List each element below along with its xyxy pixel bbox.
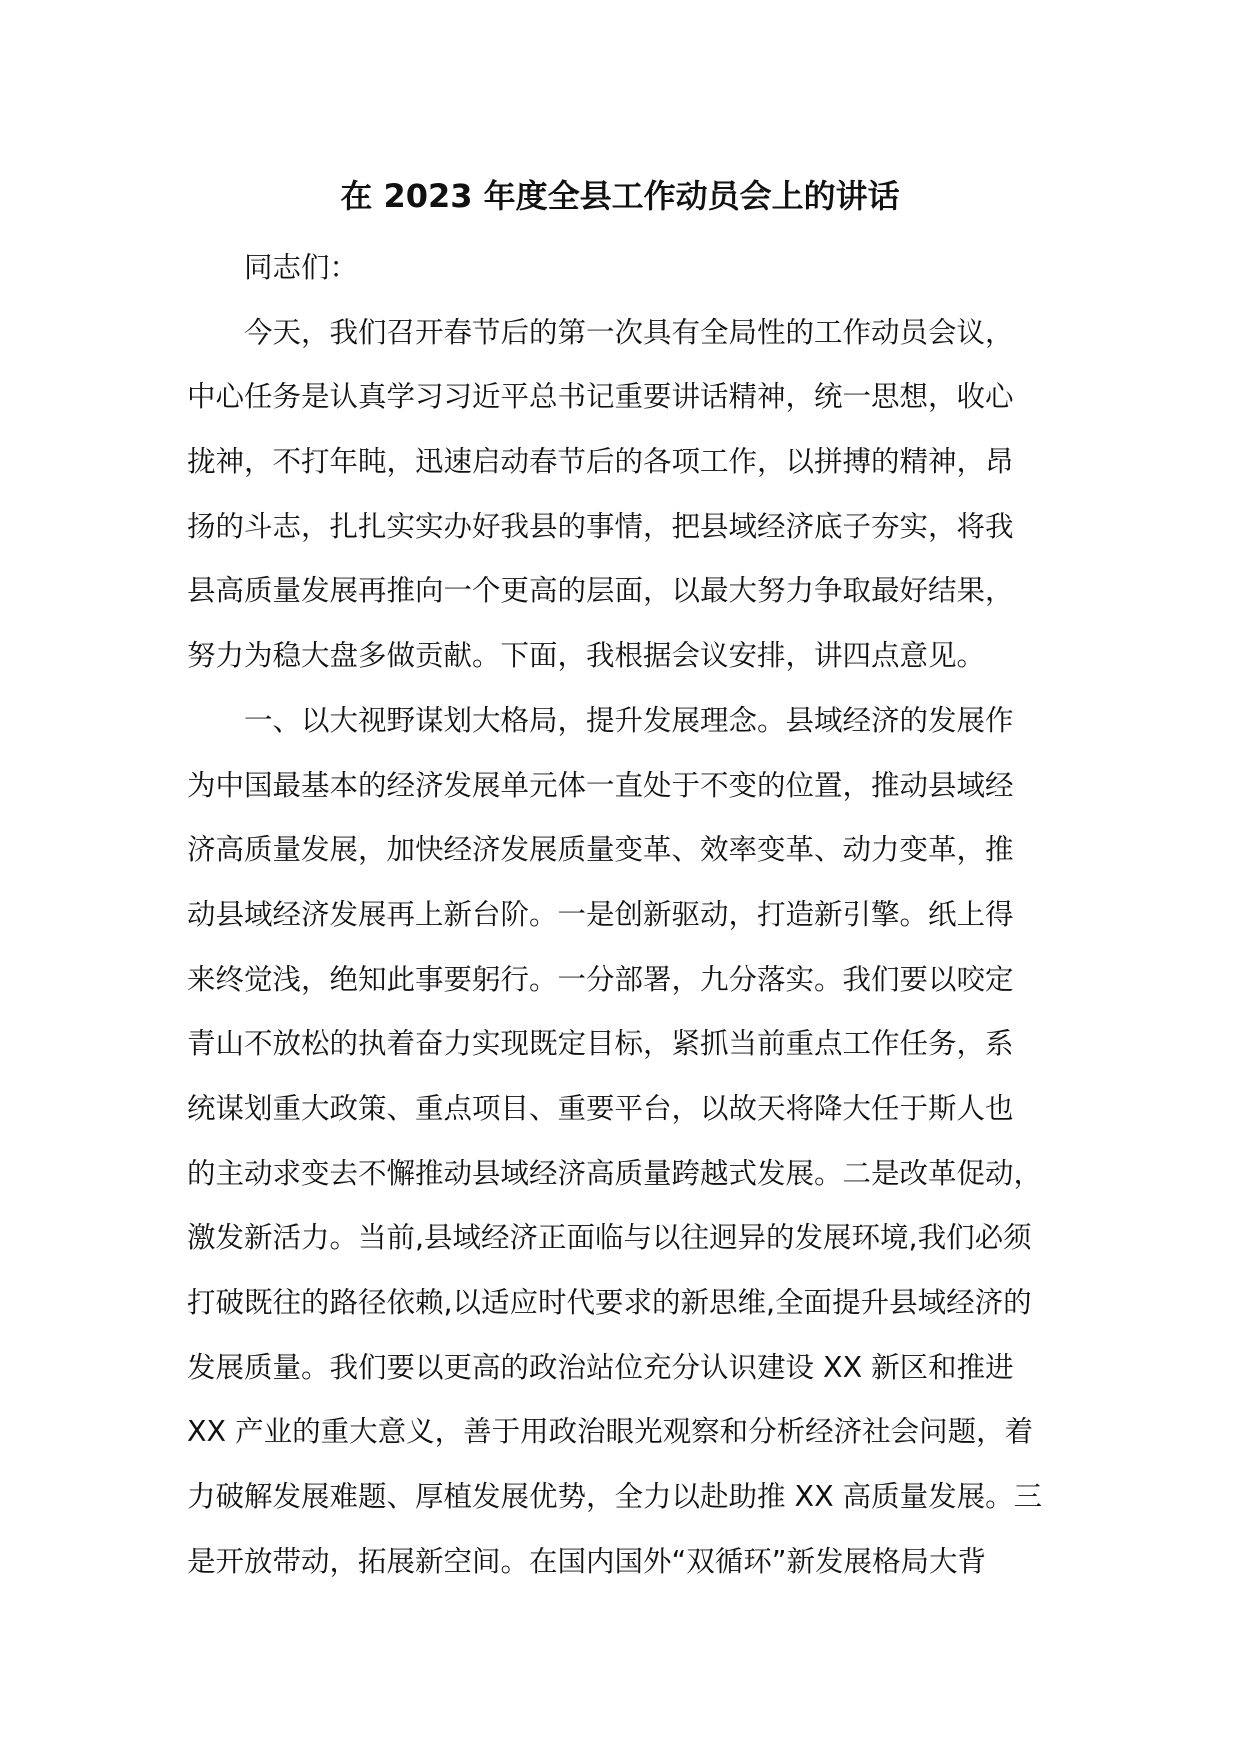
body-line: 力破解发展难题、厚植发展优势，全力以赴助推 XX 高质量发展。三 — [187, 1480, 1043, 1514]
document-body — [187, 236, 1087, 1594]
body-line: 一、以大视野谋划大格局，提升发展理念。县域经济的发展作 — [187, 703, 1014, 737]
body-line: 统谋划重大政策、重点项目、重要平台，以故天将降大任于斯人也 — [187, 1091, 1014, 1125]
body-line: 中心任务是认真学习习近平总书记重要讲话精神，统一思想，收心 — [187, 380, 1014, 414]
body-line: 同志们： — [187, 251, 359, 284]
body-line: 来终觉浅，绝知此事要躬行。一分部署，九分落实。我们要以咬定 — [187, 962, 1014, 996]
body-line: 努力为稳大盘多做贡献。下面，我根据会议安排，讲四点意见。 — [187, 639, 986, 673]
body-line: 的主动求变去不懈推动县域经济高质量跨越式发展。二是改革促动， — [187, 1156, 1043, 1190]
body-line: 拢神，不打年盹，迅速启动春节后的各项工作，以拼搏的精神，昂 — [187, 445, 1014, 479]
body-line: 今天，我们召开春节后的第一次具有全局性的工作动员会议， — [187, 315, 1014, 349]
body-line: XX 产业的重大意义，善于用政治眼光观察和分析经济社会问题，着 — [187, 1415, 1034, 1449]
body-line: 激发新活力。当前,县域经济正面临与以往迥异的发展环境,我们必须 — [187, 1221, 1032, 1255]
body-line: 发展质量。我们要以更高的政治站位充分认识建设 XX 新区和推进 — [187, 1350, 1014, 1384]
body-line: 济高质量发展，加快经济发展质量变革、效率变革、动力变革，推 — [187, 833, 1014, 867]
body-line: 为中国最基本的经济发展单元体一直处于不变的位置，推动县域经 — [187, 768, 1014, 802]
body-line: 扬的斗志，扎扎实实办好我县的事情，把县域经济底子夯实，将我 — [187, 509, 1014, 543]
body-line: 动县域经济发展再上新台阶。一是创新驱动，打造新引擎。纸上得 — [187, 897, 1014, 931]
body-line: 县高质量发展再推向一个更高的层面，以最大努力争取最好结果， — [187, 574, 1014, 608]
body-line: 青山不放松的执着奋力实现既定目标，紧抓当前重点工作任务，系 — [187, 1027, 1014, 1061]
body-line: 打破既往的路径依赖,以适应时代要求的新思维,全面提升县域经济的 — [187, 1286, 1032, 1319]
body-line: 是开放带动，拓展新空间。在国内国外“双循环”新发展格局大背 — [187, 1544, 987, 1578]
document-title: 在 2023 年度全县工作动员会上的讲话 — [340, 177, 900, 215]
